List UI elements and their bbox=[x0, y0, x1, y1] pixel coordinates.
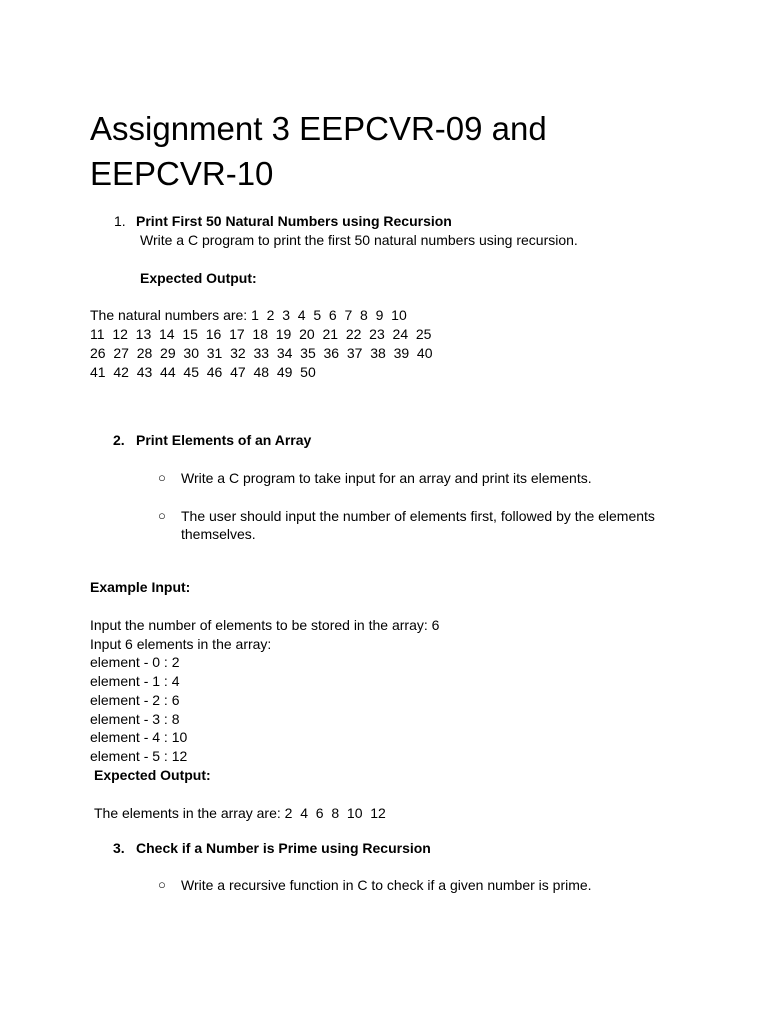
q2-input-line: Input 6 elements in the array: bbox=[90, 636, 272, 652]
q2-bullet-2-cont: themselves. bbox=[181, 526, 256, 542]
bullet-icon: ○ bbox=[158, 470, 166, 485]
q1-output-line: 11 12 13 14 15 16 17 18 19 20 21 22 23 24 25 bbox=[90, 326, 432, 342]
q2-input-line: element - 4 : 10 bbox=[90, 729, 188, 745]
q2-expected-label: Expected Output: bbox=[94, 767, 211, 783]
q1-output-line: 26 27 28 29 30 31 32 33 34 35 36 37 38 39 40 bbox=[90, 345, 433, 361]
bullet-icon: ○ bbox=[158, 508, 166, 523]
bullet-icon: ○ bbox=[158, 877, 166, 892]
q2-heading: Print Elements of an Array bbox=[136, 432, 312, 448]
q2-bullet-2: The user should input the number of elements first, followed by the elements bbox=[181, 508, 655, 524]
q1-heading: Print First 50 Natural Numbers using Recursion bbox=[136, 213, 452, 229]
q2-bullet-1: Write a C program to take input for an array and print its elements. bbox=[181, 470, 592, 486]
q2-output-line: The elements in the array are: 2 4 6 8 10 12 bbox=[94, 805, 386, 821]
q2-input-line: Input the number of elements to be stored in the array: 6 bbox=[90, 617, 440, 633]
q2-input-line: element - 2 : 6 bbox=[90, 692, 180, 708]
q3-bullet-1: Write a recursive function in C to check if a given number is prime. bbox=[181, 877, 592, 893]
q1-output-line: The natural numbers are: 1 2 3 4 5 6 7 8 9 10 bbox=[90, 307, 407, 323]
q2-input-line: element - 0 : 2 bbox=[90, 654, 180, 670]
q2-input-line: element - 3 : 8 bbox=[90, 711, 180, 727]
page-title: Assignment 3 EEPCVR-09 and EEPCVR-10 bbox=[90, 110, 547, 192]
q2-input-line: element - 5 : 12 bbox=[90, 748, 188, 764]
q3-heading: Check if a Number is Prime using Recursion bbox=[136, 840, 431, 856]
q3-number: 3. bbox=[113, 840, 125, 856]
q2-number: 2. bbox=[113, 432, 125, 448]
q2-example-label: Example Input: bbox=[90, 579, 191, 595]
q2-input-line: element - 1 : 4 bbox=[90, 673, 180, 689]
q1-expected-label: Expected Output: bbox=[140, 270, 257, 286]
q1-number: 1. bbox=[114, 213, 126, 229]
q1-description: Write a C program to print the first 50 natural numbers using recursion. bbox=[140, 232, 578, 248]
q1-output-line: 41 42 43 44 45 46 47 48 49 50 bbox=[90, 364, 316, 380]
